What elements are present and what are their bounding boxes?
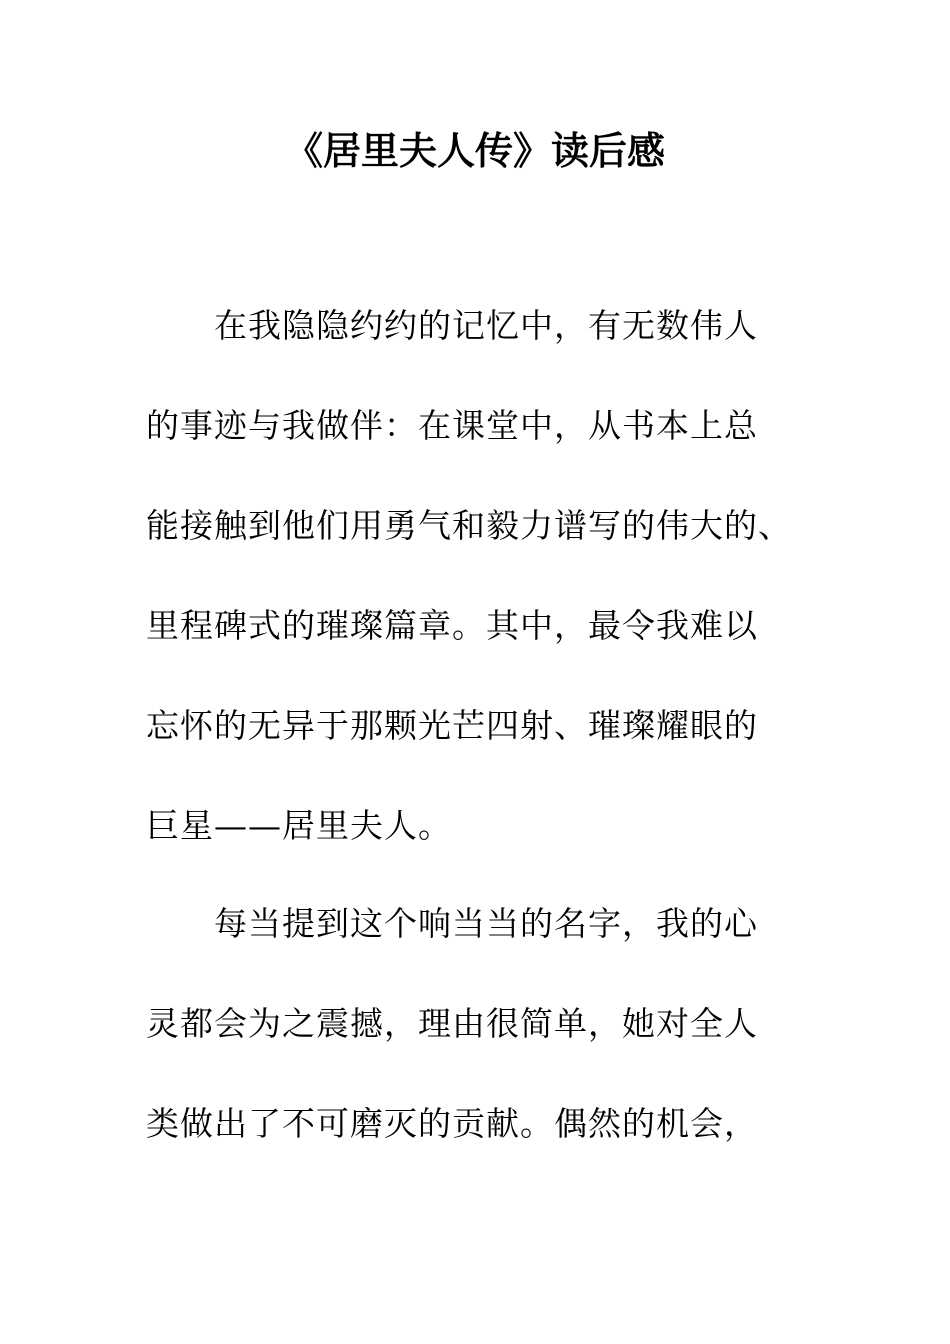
paragraph-1-line-2: 的事迹与我做伴：在课堂中，从书本上总: [146, 406, 758, 445]
paragraph-2-line-1: 每当提到这个响当当的名字，我的心: [214, 904, 758, 943]
paragraph-2-line-2: 灵都会为之震撼，理由很简单，她对全人: [146, 1004, 758, 1043]
paragraph-1-line-1: 在我隐隐约约的记忆中，有无数伟人: [214, 306, 758, 345]
document-title: 《居里夫人传》读后感: [284, 128, 665, 173]
paragraph-1-line-5: 忘怀的无异于那颗光芒四射、璀璨耀眼的: [146, 706, 758, 745]
paragraph-1-line-4: 里程碑式的璀璨篇章。其中，最令我难以: [146, 606, 758, 645]
paragraph-1-line-6: 巨星——居里夫人。: [146, 806, 452, 845]
paragraph-1-line-3: 能接触到他们用勇气和毅力谱写的伟大的、: [146, 506, 792, 545]
paragraph-2-line-3: 类做出了不可磨灭的贡献。偶然的机会，: [146, 1104, 758, 1143]
